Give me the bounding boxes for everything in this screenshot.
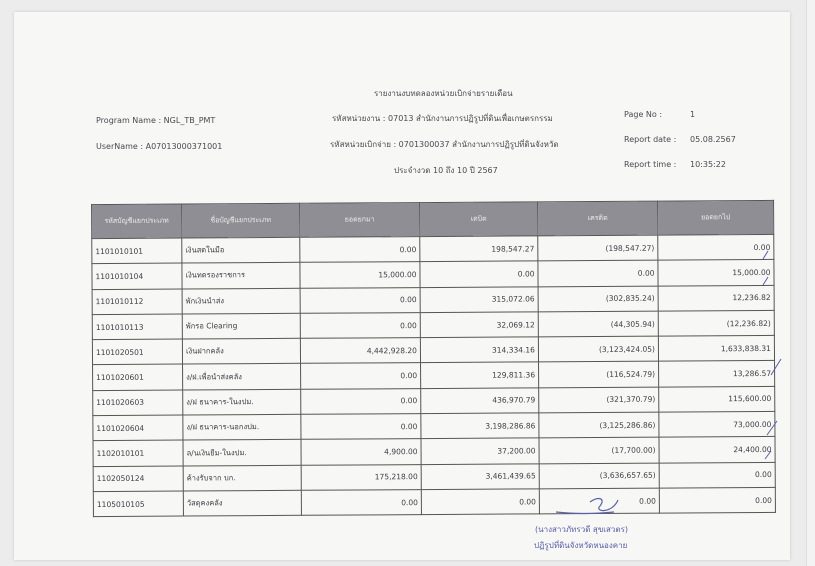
table-row — [93, 487, 775, 516]
cell-code: 1101020603 — [93, 390, 183, 416]
check-tick-marks — [759, 237, 789, 467]
cell-carried: 24,400.00 — [659, 437, 775, 463]
cell-code: 1102010101 — [93, 440, 183, 466]
cell-carried: (12,236.82) — [658, 310, 774, 336]
cell-debit: 129,811.36 — [421, 362, 539, 388]
cell-name: เงินฝากคลัง — [182, 339, 300, 365]
cell-credit: (3,636,657.65) — [539, 463, 659, 489]
tick-mark — [771, 359, 781, 375]
cell-code: 1101020501 — [92, 339, 182, 365]
tick-mark — [765, 451, 771, 459]
cell-name: ง/ฝ ธนาคาร-นอกงปม. — [183, 414, 301, 440]
cell-code: 1105010105 — [93, 491, 183, 517]
cell-brought: 0.00 — [300, 237, 420, 263]
cell-carried: 73,000.00 — [659, 411, 775, 437]
report-time-value: 10:35:22 — [690, 160, 726, 169]
tick-mark — [763, 251, 768, 259]
signature-scribble — [554, 490, 644, 522]
cell-name: พักรอ Clearing — [182, 313, 300, 339]
cell-debit: 315,072.06 — [420, 286, 538, 312]
cell-code: 1101010112 — [92, 289, 182, 315]
page-no-label: Page No : — [624, 110, 663, 119]
cell-credit: (17,700.00) — [539, 437, 659, 463]
cell-brought: 0.00 — [301, 363, 421, 389]
report-time-label: Report time : — [624, 160, 677, 169]
cell-brought: 175,218.00 — [301, 464, 421, 490]
cell-name: พักเงินนำส่ง — [182, 288, 300, 314]
report-title: รายงานงบทดลองหน่วยเบิกจ่ายรายเดือน — [374, 89, 513, 98]
cell-name: วัสดุคงคลัง — [183, 490, 301, 516]
cell-brought: 0.00 — [301, 388, 421, 414]
cell-credit: (321,370.79) — [539, 387, 659, 413]
cell-name: ง/ฝ ธนาคาร-ในงปม. — [183, 389, 301, 415]
cell-credit: (302,835.24) — [538, 286, 658, 312]
cell-carried: 13,286.57 — [659, 361, 775, 387]
scanned-report-page — [14, 12, 790, 560]
cell-credit: 0.00 — [539, 488, 659, 514]
cell-code: 1101010113 — [92, 314, 182, 340]
cell-name: ง/ฝ.เพื่อนำส่งคลัง — [183, 364, 301, 390]
period-line: ประจำงวด 10 ถึง 10 ปี 2567 — [394, 166, 498, 175]
cell-name: ค้างรับจาก บก. — [183, 465, 301, 491]
cell-name: เงินทดรองราชการ — [182, 263, 300, 289]
header-brought-forward: ยอดยกมา — [300, 203, 420, 238]
cell-carried: 15,000.00 — [658, 260, 774, 286]
cell-debit: 37,200.00 — [421, 438, 539, 464]
cell-brought: 0.00 — [301, 490, 421, 516]
cell-debit: 0.00 — [421, 489, 539, 515]
signer-name: (นางสาวภัทรวดี สุขเสวตร) — [535, 525, 629, 534]
header-account-code: รหัสบัญชีแยกประเภท — [92, 204, 182, 239]
tick-mark — [767, 421, 777, 435]
disbursement-unit-line: รหัสหน่วยเบิกจ่าย : 0701300037 สำนักงานการปฏิรูปที่ดินจังหวัด — [330, 140, 559, 149]
cell-debit: 3,461,439.65 — [421, 464, 539, 490]
cell-brought: 0.00 — [300, 312, 420, 338]
table-header-row — [92, 200, 774, 238]
cell-credit: (3,125,286.86) — [539, 412, 659, 438]
cell-code: 1101020601 — [93, 365, 183, 391]
cell-carried: 0.00 — [659, 462, 775, 488]
header-debit: เดบิต — [420, 202, 538, 237]
report-date-value: 05.08.2567 — [690, 135, 736, 144]
user-name: UserName : A07013000371001 — [96, 142, 223, 151]
trial-balance-table — [91, 200, 776, 517]
cell-credit: (44,305.94) — [538, 311, 658, 337]
cell-debit: 3,198,286.86 — [421, 413, 539, 439]
header-carried-forward: ยอดยกไป — [658, 200, 774, 235]
cell-code: 1101010104 — [92, 263, 182, 289]
vertical-scrollbar[interactable] — [806, 0, 815, 566]
cell-brought: 4,900.00 — [301, 439, 421, 465]
agency-line: รหัสหน่วยงาน : 07013 สำนักงานการปฏิรูปที่ดินเพื่อเกษตรกรรม — [332, 114, 553, 123]
program-name: Program Name : NGL_TB_PMT — [96, 116, 216, 125]
cell-brought: 15,000.00 — [300, 262, 420, 288]
signer-title: ปฏิรูปที่ดินจังหวัดหนองคาย — [534, 541, 628, 550]
cell-credit: (198,547.27) — [538, 235, 658, 261]
report-date-label: Report date : — [624, 135, 677, 144]
cell-carried: 1,633,838.31 — [658, 336, 774, 362]
cell-credit: (116,524.79) — [539, 362, 659, 388]
cell-debit: 314,334.16 — [420, 337, 538, 363]
cell-credit: (3,123,424.05) — [538, 336, 658, 362]
cell-debit: 0.00 — [420, 261, 538, 287]
cell-carried: 12,236.82 — [658, 285, 774, 311]
cell-code: 1101020604 — [93, 415, 183, 441]
cell-carried: 0.00 — [658, 234, 774, 260]
cell-code: 1101010101 — [92, 238, 182, 264]
cell-brought: 0.00 — [301, 414, 421, 440]
header-account-name: ชื่อบัญชีแยกประเภท — [182, 203, 300, 238]
cell-carried: 115,600.00 — [659, 386, 775, 412]
cell-name: เงินสดในมือ — [182, 237, 300, 263]
cell-brought: 4,442,928.20 — [300, 338, 420, 364]
cell-name: ล/นเงินยืม-ในงปม. — [183, 440, 301, 466]
cell-credit: 0.00 — [538, 260, 658, 286]
header-credit: เครดิต — [538, 201, 658, 236]
page-no-value: 1 — [690, 110, 696, 119]
cell-debit: 198,547.27 — [420, 236, 538, 262]
cell-carried: 0.00 — [659, 487, 775, 513]
cell-code: 1102050124 — [93, 466, 183, 492]
cell-brought: 0.00 — [300, 287, 420, 313]
cell-debit: 436,970.79 — [421, 388, 539, 414]
cell-debit: 32,069.12 — [420, 312, 538, 338]
tick-mark — [763, 277, 768, 285]
